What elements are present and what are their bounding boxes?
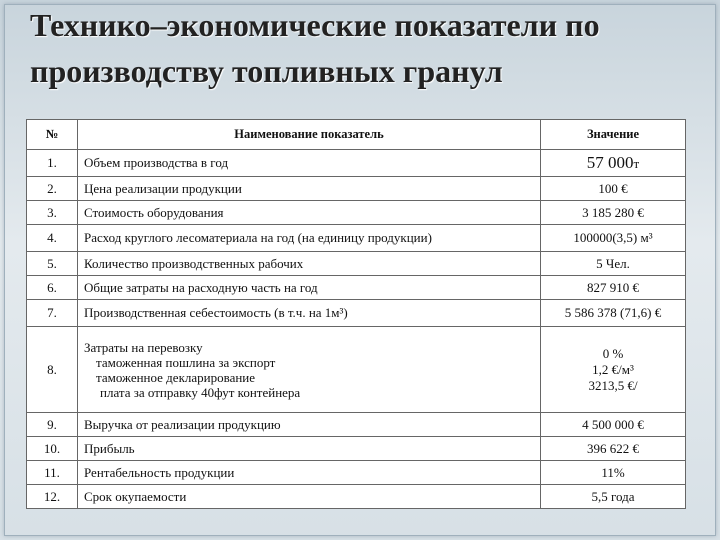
row-value: 11% [541,461,686,485]
row-subline: таможенное декларирование [96,369,256,385]
row-indicator-name: Расход круглого лесоматериала на год (на единицу продукции) [78,225,541,252]
table-row [27,252,686,276]
table-row [27,201,686,225]
row-indicator-name: Рентабельность продукции [78,461,541,485]
table-row [27,150,686,177]
row-value: 396 622 € [541,437,686,461]
row-value [541,150,686,177]
row-value-line: 0 % [602,345,624,361]
row-subline: таможенная пошлина за экспорт [96,354,276,370]
row-indicator-name: Общие затраты на расходную часть на год [78,276,541,300]
row-number: 5. [27,252,78,276]
row-number: 2. [27,177,78,201]
row-indicator-name: Прибыль [78,437,541,461]
row-indicator-name: Количество производственных рабочих [78,252,541,276]
row-indicator-name: Выручка от реализации продукцию [78,413,541,437]
header-value: Значение [541,120,686,150]
row-subline: плата за отправку 40фут контейнера [100,384,301,400]
row-value-multiline [541,327,686,413]
table-row [27,300,686,327]
row-value: 5 Чел. [541,252,686,276]
table-row [27,225,686,252]
row-indicator-name: Объем производства в год [78,150,541,177]
table-row [27,461,686,485]
row-value: 100 € [541,177,686,201]
table-header-row [27,120,686,150]
row-number: 9. [27,413,78,437]
row-indicator-name: Стоимость оборудования [78,201,541,225]
row-number: 1. [27,150,78,177]
table-row [27,276,686,300]
row-number: 7. [27,300,78,327]
row-number: 10. [27,437,78,461]
row-number: 3. [27,201,78,225]
row-value-line: 1,2 €/м³ [592,361,634,377]
indicators-table [26,119,686,509]
row-indicator-name: Цена реализации продукции [78,177,541,201]
row-value: 3 185 280 € [541,201,686,225]
header-number: № [27,120,78,150]
row-value-number: 57 000 [586,153,634,172]
row-number: 11. [27,461,78,485]
row-value-unit: т [633,156,640,171]
slide-title: Технико–экономические показатели по производству топливных гранул [30,7,600,89]
table-row [27,413,686,437]
row-value: 5,5 года [541,485,686,509]
table-row [27,177,686,201]
row-value: 5 586 378 (71,6) € [541,300,686,327]
row-subline: Затраты на перевозку [84,339,203,355]
row-number: 8. [27,327,78,413]
table-row [27,437,686,461]
row-number: 12. [27,485,78,509]
row-value: 100000(3,5) м³ [541,225,686,252]
row-number: 4. [27,225,78,252]
row-value-line: 3213,5 €/ [588,377,638,393]
row-indicator-name-multiline [78,327,541,413]
row-value: 827 910 € [541,276,686,300]
row-indicator-name: Производственная себестоимость (в т.ч. на 1м³) [78,300,541,327]
table-row [27,485,686,509]
row-number: 6. [27,276,78,300]
row-indicator-name: Срок окупаемости [78,485,541,509]
row-value: 4 500 000 € [541,413,686,437]
table-row [27,327,686,413]
header-indicator-name: Наименование показатель [78,120,541,150]
